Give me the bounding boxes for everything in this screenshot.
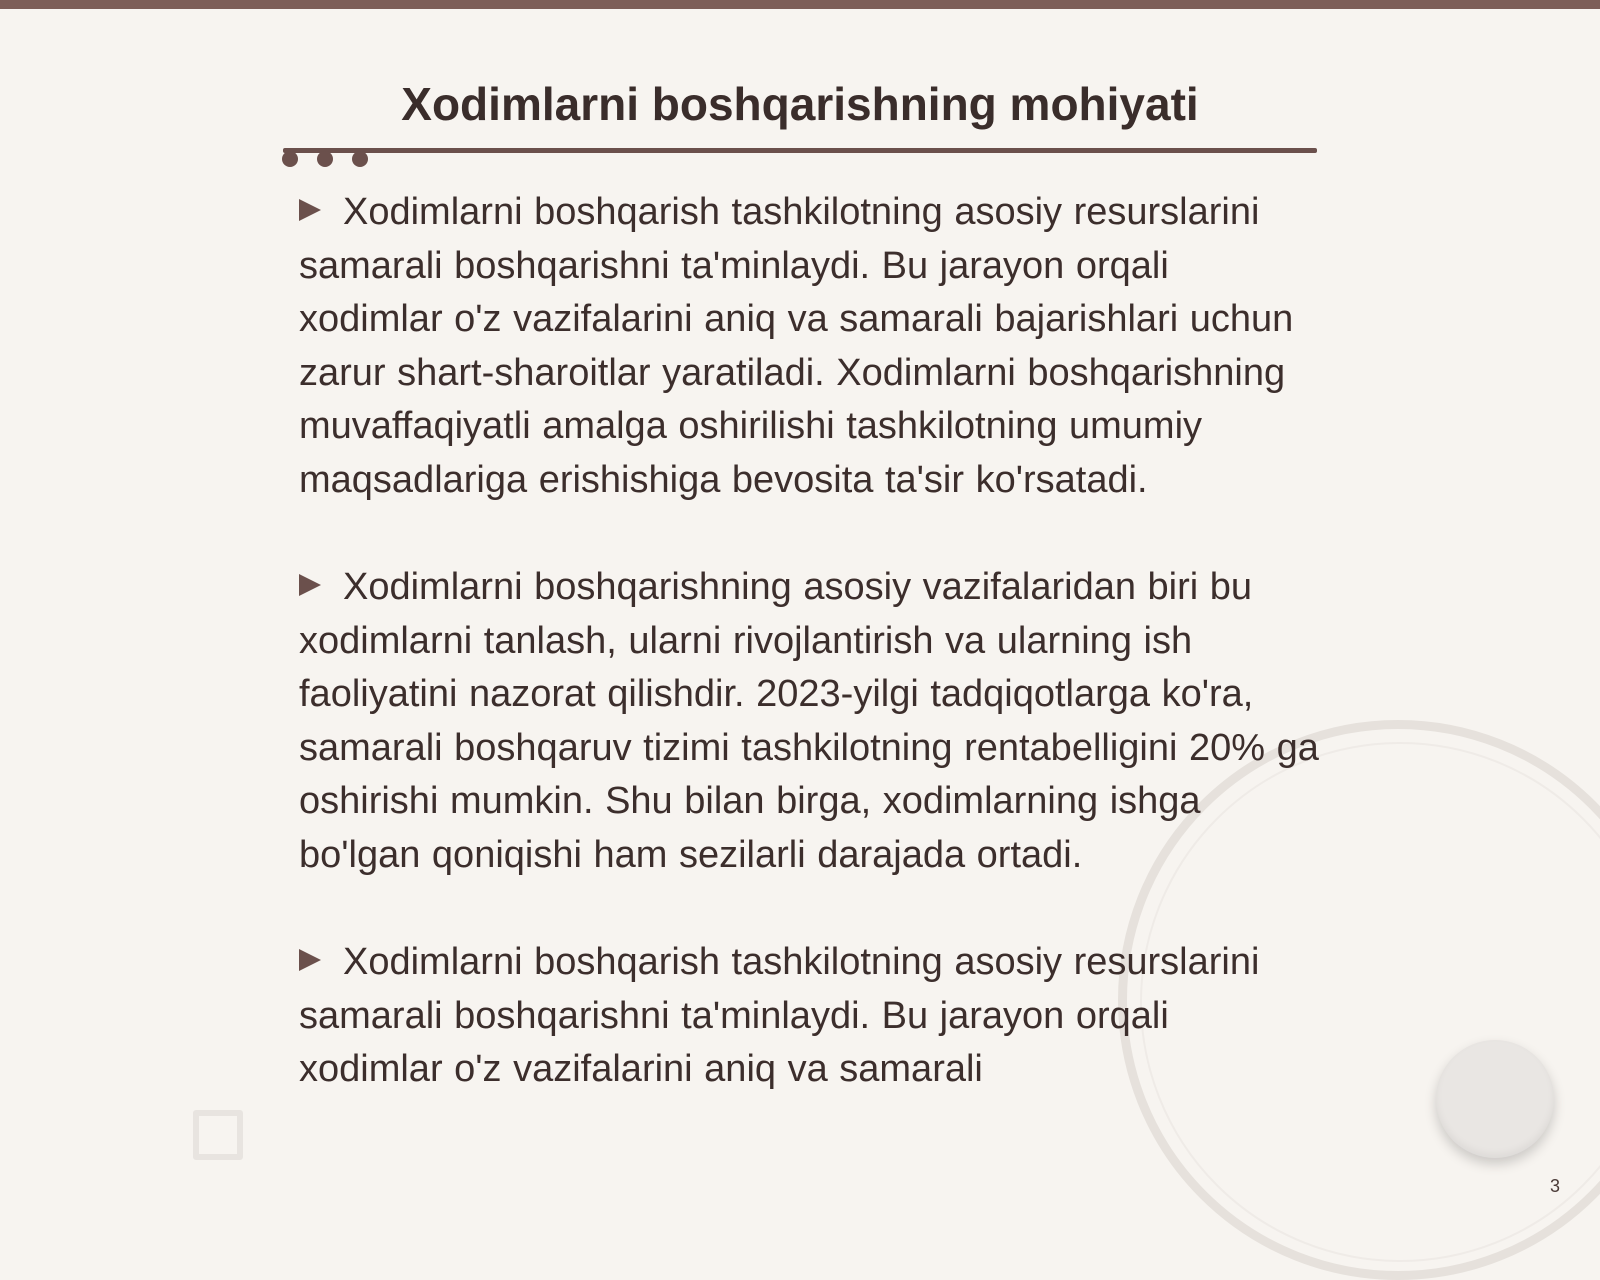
- slide-title: Xodimlarni boshqarishning mohiyati: [401, 78, 1199, 130]
- triangle-right-icon: [299, 574, 321, 596]
- dot-icon: [282, 151, 298, 167]
- bullet-paragraph: [299, 561, 1319, 882]
- top-accent-bar: [0, 0, 1600, 9]
- slide-body: [299, 186, 1319, 1151]
- page-number: 3: [1550, 1176, 1561, 1196]
- dot-icon: [317, 151, 333, 167]
- dot-icon: [352, 151, 368, 167]
- bullet-paragraph: [299, 186, 1319, 507]
- paragraph-text: Xodimlarni boshqarish tashkilotning asosiy resurslarini samarali boshqarishni ta'minlaydi. Bu jarayon orqali xodimlar o'z vazifalarini aniq va samarali bajarishlari uchun zarur shart-sharoitlar yaratiladi. Xodimlarni boshqarishning muvaffaqiyatli amalga oshirilishi tashkilotning umumiy maqsadlariga erishishiga bevosita ta'sir ko'rsatadi.: [299, 191, 1294, 501]
- decorative-circle: [1436, 1040, 1554, 1158]
- title-underline: [283, 148, 1317, 153]
- paragraph-text: Xodimlarni boshqarish tashkilotning asosiy resurslarini samarali boshqarishni ta'minlaydi. Bu jarayon orqali xodimlar o'z vazifalarini aniq va samarali: [299, 941, 1260, 1090]
- paragraph-text: Xodimlarni boshqarishning asosiy vazifalaridan biri bu xodimlarni tanlash, ularni rivojlantirish va ularning ish faoliyatini nazorat qilishdir. 2023-yilgi tadqiqotlarga ko'ra, samarali boshqaruv tizimi tashkilotning rentabelligini 20% ga oshirishi mumkin. Shu bilan birga, xodimlarning ishga bo'lgan qoniqishi ham sezilarli darajada ortadi.: [299, 566, 1319, 876]
- bullet-paragraph: [299, 936, 1319, 1097]
- triangle-right-icon: [299, 949, 321, 971]
- decorative-square: [193, 1110, 243, 1160]
- triangle-right-icon: [299, 199, 321, 221]
